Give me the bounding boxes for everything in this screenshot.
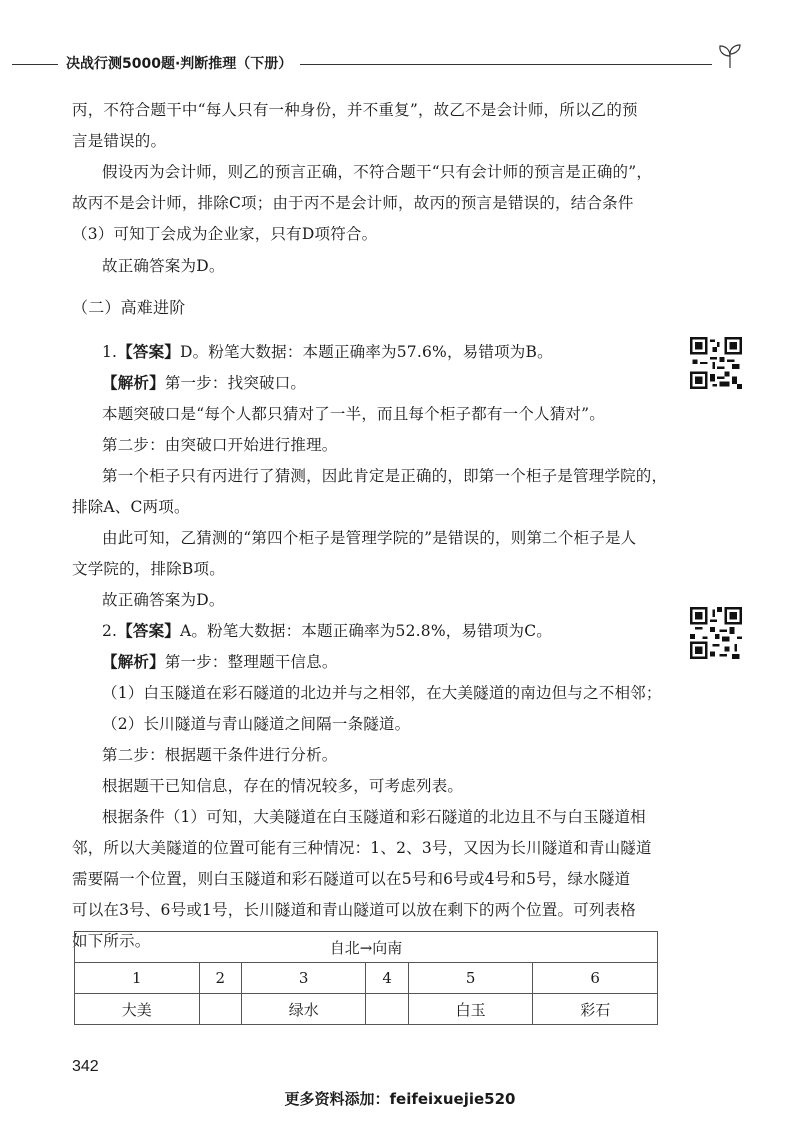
text-line: 故正确答案为D。 [102, 591, 225, 609]
header-rule-left [12, 64, 58, 65]
text-line: 由此可知，乙猜测的“第四个柜子是管理学院的”是错误的，则第二个柜子是人 [102, 529, 637, 547]
section-heading: （二）高难进阶 [72, 298, 186, 317]
header-rule-right [300, 64, 712, 65]
text-line: 丙，不符合题干中“每人只有一种身份，并不重复”，故乙不是会计师，所以乙的预 [72, 101, 638, 119]
answer-tag: 【答案】 [117, 621, 181, 640]
table-header-cell: 3 [241, 963, 366, 994]
question-2-analysis [102, 651, 338, 673]
question-number: 2. [102, 622, 118, 640]
analysis-tag: 【解析】 [102, 373, 165, 392]
answer-text: A。粉笔大数据：本题正确率为52.8%，易错项为C。 [180, 622, 553, 640]
table-cell [366, 994, 408, 1025]
text-line: 第二步：由突破口开始进行推理。 [102, 436, 338, 454]
text-line: 如下所示。 [72, 932, 151, 950]
qr-code-icon[interactable] [690, 607, 742, 659]
question-1-answer [102, 341, 553, 363]
analysis-tag: 【解析】 [102, 652, 165, 671]
question-number: 1. [102, 343, 118, 361]
text-line: 假设丙为会计师，则乙的预言正确，不符合题干“只有会计师的预言是正确的”， [102, 163, 653, 181]
question-1-analysis [102, 372, 306, 394]
text-line: 言是错误的。 [72, 132, 167, 150]
footer-note: 更多资料添加：feifeixuejie520 [284, 1090, 516, 1108]
text-line: 排除A、C两项。 [72, 498, 190, 516]
text-line: 第一个柜子只有丙进行了猜测，因此肯定是正确的，即第一个柜子是管理学院的， [102, 467, 668, 485]
qr-code-icon[interactable] [690, 337, 742, 389]
text-line: 故丙不是会计师，排除C项；由于丙不是会计师，故丙的预言是错误的，结合条件 [72, 194, 634, 212]
table-header-cell: 6 [533, 963, 658, 994]
table-cell: 大美 [75, 994, 200, 1025]
page-number: 342 [72, 1058, 99, 1075]
text-line: 根据条件（1）可知，大美隧道在白玉隧道和彩石隧道的北边且不与白玉隧道相 [102, 808, 646, 826]
text-line: 邻，所以大美隧道的位置可能有三种情况：1、2、3号，又因为长川隧道和青山隧道 [72, 839, 652, 857]
table-cell: 白玉 [408, 994, 533, 1025]
text-line: （3）可知丁会成为企业家，只有D项符合。 [72, 225, 378, 243]
table-cell: 彩石 [533, 994, 658, 1025]
table-header-cell: 2 [199, 963, 241, 994]
question-2-answer [102, 620, 552, 642]
analysis-step: 第一步：找突破口。 [164, 374, 307, 392]
table-cell [199, 994, 241, 1025]
text-line: 需要隔一个位置，则白玉隧道和彩石隧道可以在5号和6号或4号和5号，绿水隧道 [72, 870, 631, 888]
text-line: （2）长川隧道与青山隧道之间隔一条隧道。 [102, 715, 411, 733]
table-caption: 自北→向南 [75, 932, 658, 963]
table-header-cell: 4 [366, 963, 408, 994]
text-line: 根据题干已知信息，存在的情况较多，可考虑列表。 [102, 777, 464, 795]
tunnel-table [74, 931, 658, 1025]
table-row [75, 994, 658, 1025]
text-line: 文学院的，排除B项。 [72, 560, 225, 578]
table-header-row [75, 963, 658, 994]
answer-tag: 【答案】 [117, 342, 181, 361]
analysis-step: 第一步：整理题干信息。 [164, 653, 338, 671]
answer-text: D。粉笔大数据：本题正确率为57.6%，易错项为B。 [180, 343, 553, 361]
text-line: 本题突破口是“每个人都只猜对了一半，而且每个柜子都有一个人猜对”。 [102, 405, 605, 423]
table-header-cell: 5 [408, 963, 533, 994]
running-header [0, 48, 800, 74]
text-line: 第二步：根据题干条件进行分析。 [102, 746, 338, 764]
table-cell: 绿水 [241, 994, 366, 1025]
text-line: 故正确答案为D。 [102, 257, 225, 275]
header-title: 决战行测5000题·判断推理（下册） [66, 56, 293, 72]
sprout-icon [714, 40, 746, 70]
text-line: （1）白玉隧道在彩石隧道的北边并与之相邻，在大美隧道的南边但与之不相邻； [102, 684, 662, 702]
text-line: 可以在3号、6号或1号，长川隧道和青山隧道可以放在剩下的两个位置。可列表格 [72, 901, 636, 919]
table-header-cell: 1 [75, 963, 200, 994]
